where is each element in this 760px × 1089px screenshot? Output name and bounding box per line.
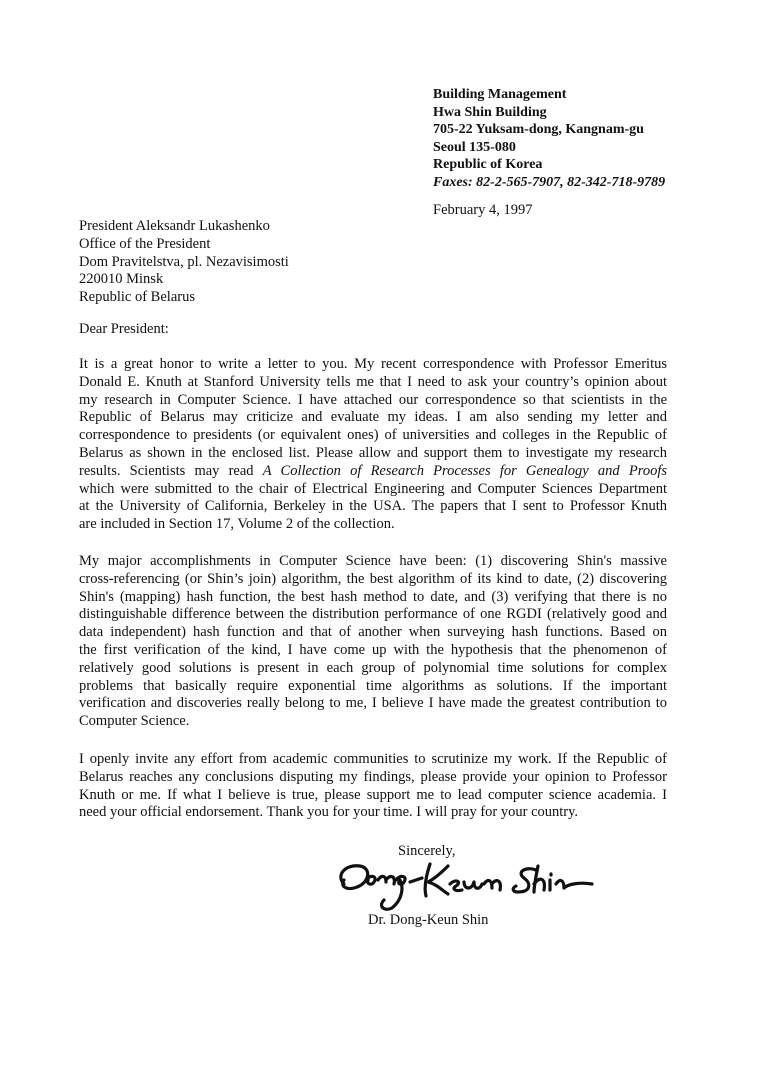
paragraph-line: the first verification of the kind, I have come up with the hypothesis that the phenomenon of [79,641,667,658]
body-paragraph-3 [79,751,667,822]
letter-date: February 4, 1997 [433,202,533,218]
paragraph-line: Shin's (mapping) hash function, the best hash method to date, and (3) verifying that there is no [79,588,667,605]
sender-line: 705-22 Yuksam-dong, Kangnam-gu [433,122,644,138]
sender-fax: Faxes: 82-2-565-7907, 82-342-718-9789 [433,174,666,190]
paragraph-line: at the University of California, Berkeley in the USA. The papers that I sent to Professor Knuth [79,498,667,515]
salutation: Dear President: [79,321,169,337]
recipient-line: Office of the President [79,235,211,252]
paragraph-line: Donald E. Knuth at Stanford University tells me that I need to ask your country’s opinion about [79,373,667,390]
paragraph-line: correspondence to presidents (or equivalent ones) of universities and colleges in the Republic of [79,427,667,444]
paragraph-line: which were submitted to the chair of Electrical Engineering and Computer Sciences Department [79,480,667,497]
sender-line: Republic of Korea [433,157,543,173]
sender-address [433,86,665,192]
paragraph-line: are included in Section 17, Volume 2 of the collection. [79,516,395,533]
paragraph-line: Belarus reaches any conclusions disputing my findings, please provide your opinion to Professor [79,768,667,785]
sender-line: Seoul 135-080 [433,139,516,155]
sender-line: Building Management [433,87,567,102]
recipient-line: President Aleksandr Lukashenko [79,218,270,234]
paragraph-line: distinguishable difference between the distribution performance of one RGDI (relatively good and [79,606,667,623]
signer-name: Dr. Dong-Keun Shin [368,912,489,928]
paragraph-line: Republic of Belarus may criticize and evaluate my ideas. I am also sending my letter and [79,409,667,426]
recipient-line: Dom Pravitelstva, pl. Nezavisimosti [79,253,289,270]
paragraph-line: verification and discoveries really belong to me, I believe I have made the greatest contribution to [79,695,667,712]
signature-image [330,854,600,914]
paragraph-line: my research in Computer Science. I have attached our correspondence so that scientists in the [79,391,667,408]
paragraph-line: I openly invite any effort from academic communities to scrutinize my work. If the Republic of [79,751,667,767]
body-paragraph-1 [79,356,667,534]
paragraph-line: My major accomplishments in Computer Science have been: (1) discovering Shin's massive [79,553,667,569]
paragraph-line: cross-referencing (or Shin’s join) algorithm, the best algorithm of its kind to date, (2) discovering [79,570,667,587]
sender-line: Hwa Shin Building [433,104,547,120]
recipient-line: Republic of Belarus [79,289,195,306]
closing: Sincerely, [398,843,456,859]
paragraph-line: results. Scientists may read A Collection of Research Processes for Genealogy and Proofs [79,462,667,479]
recipient-line: 220010 Minsk [79,271,164,288]
paragraph-line: It is a great honor to write a letter to you. My recent correspondence with Professor Emeritus [79,356,667,372]
paragraph-line: Computer Science. [79,713,190,730]
paragraph-line: data independent) hash function and that of another when surveying hash functions. Based on [79,624,667,641]
paragraph-line: relatively good solutions is present in each group of polynomial time solutions for complex [79,659,667,676]
paragraph-line: problems that basically require exponential time algorithms as solutions. If the important [79,677,667,694]
paragraph-line: need your official endorsement. Thank you for your time. I will pray for your country. [79,804,579,821]
paragraph-line: Knuth or me. If what I believe is true, please support me to lead computer science academia. I [79,786,667,803]
body-paragraph-2 [79,553,667,731]
recipient-address [79,218,289,307]
paragraph-line: Belarus as shown in the enclosed list. Please allow and support them to investigate my research [79,444,667,461]
